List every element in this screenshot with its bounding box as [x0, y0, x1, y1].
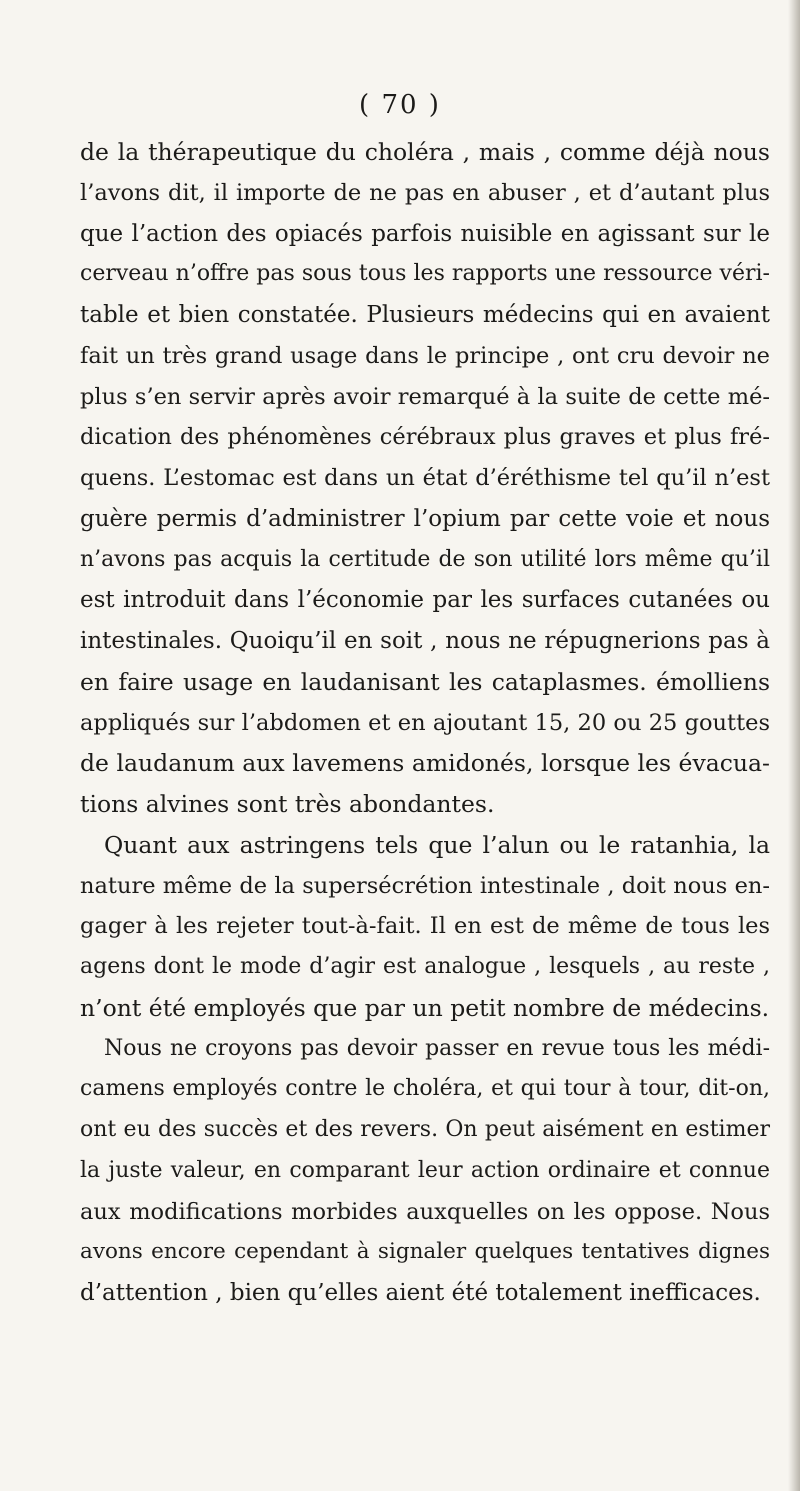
text-line: table et bien constatée. Plusieurs médecins qui en avaient — [80, 302, 770, 328]
text-line: de la thérapeutique du choléra , mais , comme déjà nous — [80, 138, 770, 166]
text-line: avons encore cependant à signaler quelques tentatives dignes — [80, 1239, 770, 1265]
text-line: appliqués sur l’abdomen et en ajoutant 15, 20 ou 25 gouttes — [80, 709, 770, 736]
text-line: est introduit dans l’économie par les surfaces cutanées ou — [80, 587, 770, 614]
text-line: n’avons pas acquis la certitude de son utilité lors même qu’il — [80, 546, 770, 572]
text-line: d’attention , bien qu’elles aient été totalement inefficaces. — [80, 1280, 761, 1306]
text-line: cerveau n’offre pas sous tous les rapports une ressource véri- — [80, 261, 770, 287]
text-line: nature même de la supersécrétion intestinale , doit nous en- — [80, 872, 770, 899]
text-line: dication des phénomènes cérébraux plus graves et plus fré- — [80, 424, 770, 451]
text-line: la juste valeur, en comparant leur action ordinaire et connue — [80, 1157, 770, 1183]
text-line: gager à les rejeter tout-à-fait. Il en est de même de tous les — [80, 913, 770, 940]
text-line: ont eu des succès et des revers. On peut aisément en estimer — [80, 1117, 770, 1142]
text-line: n’ont été employés que par un petit nombre de médecins. — [80, 993, 770, 1022]
text-line: guère permis d’administrer l’opium par cette voie et nous — [80, 505, 770, 532]
text-line: tions alvines sont très abondantes. — [80, 790, 495, 818]
text-line: fait un très grand usage dans le principe , ont cru devoir ne — [80, 342, 770, 369]
text-line: plus s’en servir après avoir remarqué à la suite de cette mé- — [80, 383, 770, 410]
text-line: que l’action des opiacés parfois nuisible en agissant sur le — [80, 220, 770, 247]
text-line: de laudanum aux lavemens amidonés, lorsque les évacua- — [80, 749, 770, 778]
page-number: ( 70 ) — [359, 90, 441, 120]
text-line: agens dont le mode d’agir est analogue , lesquels , au reste , — [80, 954, 770, 979]
text-line: Quant aux astringens tels que l’alun ou le ratanhia, la — [104, 830, 770, 859]
text-line: quens. L’estomac est dans un état d’éréthisme tel qu’il n’est — [80, 465, 770, 491]
text-line: camens employés contre le choléra, et qui tour à tour, dit-on, — [80, 1076, 770, 1102]
text-line: l’avons dit, il importe de ne pas en abuser , et d’autant plus — [80, 179, 770, 206]
text-line: aux modifications morbides auxquelles on les oppose. Nous — [80, 1198, 770, 1225]
page-edge-shadow — [788, 0, 800, 1491]
text-line: intestinales. Quoiqu’il en soit , nous ne répugnerions pas à — [80, 628, 770, 654]
body-text — [80, 132, 770, 1314]
text-line: en faire usage en laudanisant les cataplasmes. émolliens — [80, 667, 770, 696]
text-line: Nous ne croyons pas devoir passer en revue tous les médi- — [104, 1035, 770, 1061]
